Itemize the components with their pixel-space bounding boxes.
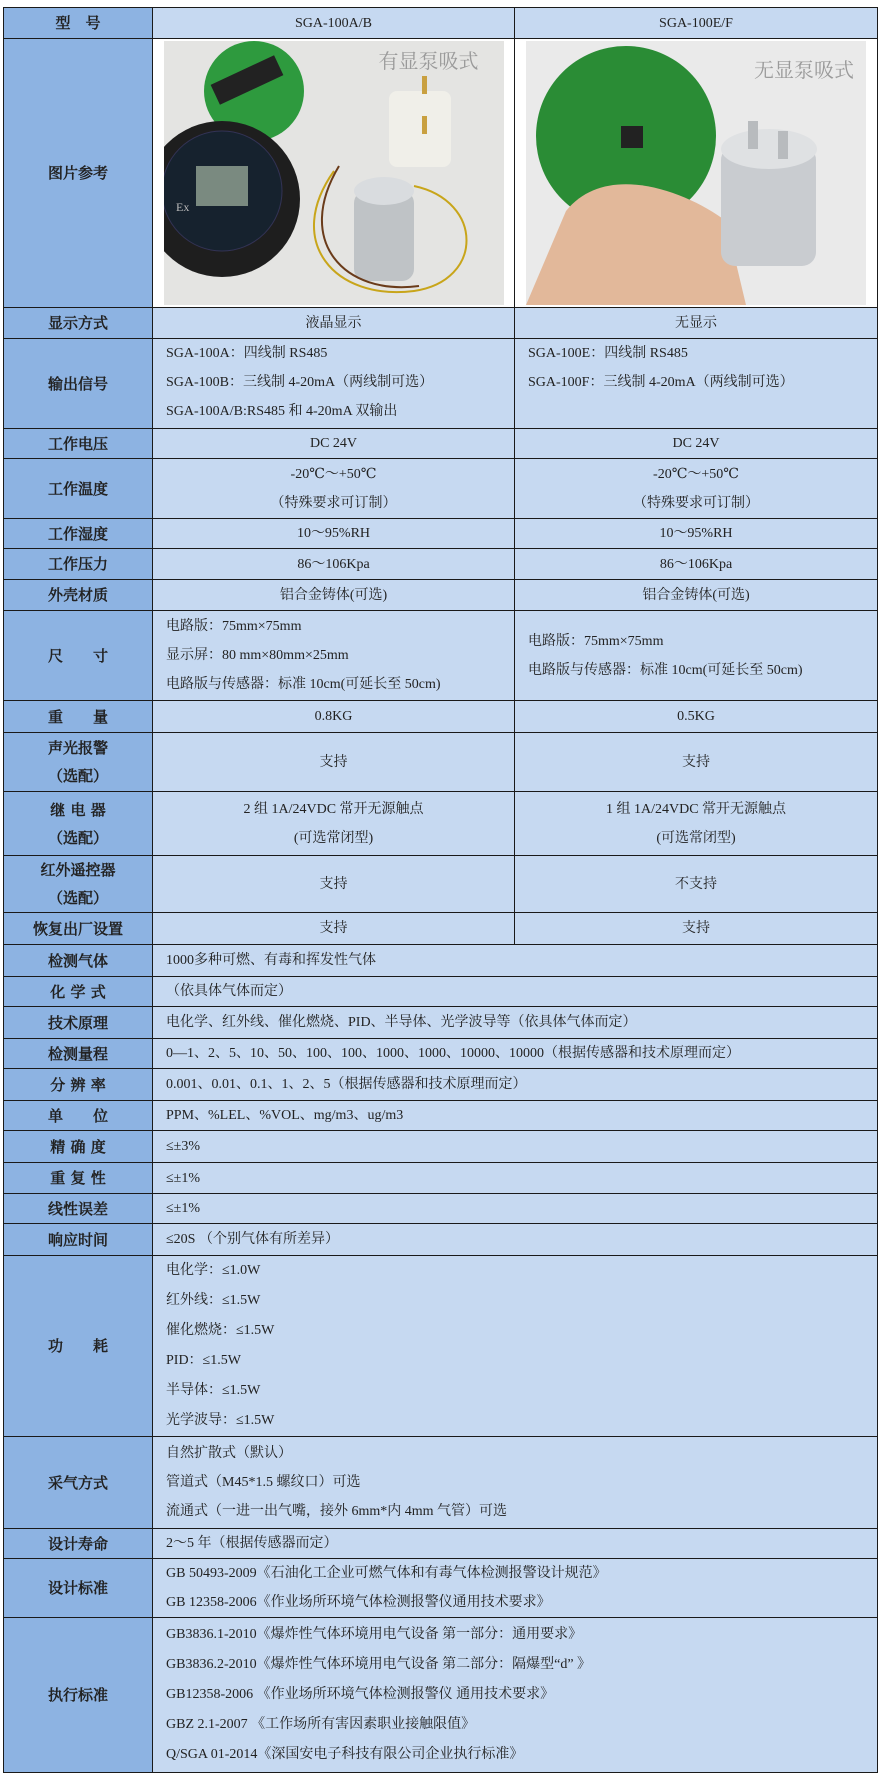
range-value: 0—1、2、5、10、50、100、100、1000、1000、10000、10000（根据传感器和技术原理而定） xyxy=(153,1039,878,1069)
material-a: 铝合金铸体(可选) xyxy=(153,580,515,611)
label-repeatability: 重 复 性 xyxy=(4,1163,153,1194)
pressure-a: 86～106Kpa xyxy=(153,549,515,580)
label-reset: 恢复出厂设置 xyxy=(4,913,153,945)
label-design-std: 设计标准 xyxy=(4,1559,153,1618)
model-a: SGA-100A/B xyxy=(153,8,515,39)
material-e: 铝合金铸体(可选) xyxy=(515,580,878,611)
voltage-e: DC 24V xyxy=(515,429,878,459)
size-e-line: 电路版与传感器：标准 10cm(可延长至 50cm) xyxy=(528,662,803,678)
size-a-line: 显示屏：80 mm×80mm×25mm xyxy=(166,648,349,663)
humidity-e: 10～95%RH xyxy=(515,519,878,549)
label-voltage: 工作电压 xyxy=(4,429,153,459)
relay-e: 1 组 1A/24VDC 常开无源触点 xyxy=(605,801,787,817)
label-photo: 图片参考 xyxy=(4,39,153,308)
life-value: 2～5 年（根据传感器而定） xyxy=(153,1529,878,1559)
label-ir: 红外遥控器 xyxy=(40,861,116,879)
label-sampling: 采气方式 xyxy=(4,1437,153,1529)
size-a-line: 电路版：75mm×75mm xyxy=(166,619,302,634)
exec-std-item: GB12358-2006 《作业场所环境气体检测报警仪 通用技术要求》 xyxy=(166,1687,555,1702)
resolution-value: 0.001、0.01、0.1、1、2、5（根据传感器和技术原理而定） xyxy=(153,1069,878,1101)
sampling-item: 管道式（M45*1.5 螺纹口）可选 xyxy=(166,1475,361,1490)
output-a-line: SGA-100A/B:RS485 和 4-20mA 双输出 xyxy=(166,404,398,419)
power-item: 电化学：≤1.0W xyxy=(166,1263,261,1278)
temp-a-note: （特殊要求可订制） xyxy=(270,495,397,511)
label-display: 显示方式 xyxy=(4,308,153,339)
label-alarm-optional: （选配） xyxy=(47,767,108,785)
label-range: 检测量程 xyxy=(4,1039,153,1069)
label-temperature: 工作温度 xyxy=(4,459,153,519)
ir-e: 不支持 xyxy=(515,856,878,913)
label-exec-std: 执行标准 xyxy=(4,1618,153,1773)
label-linearity: 线性误差 xyxy=(4,1194,153,1224)
repeatability-value: ≤±1% xyxy=(153,1163,878,1194)
relay-a: 2 组 1A/24VDC 常开无源触点 xyxy=(243,801,424,817)
power-item: 催化燃烧：≤1.5W xyxy=(166,1323,275,1338)
label-response: 响应时间 xyxy=(4,1224,153,1256)
label-power: 功 耗 xyxy=(4,1256,153,1437)
label-output: 输出信号 xyxy=(4,339,153,429)
sampling-item: 自然扩散式（默认） xyxy=(166,1446,292,1461)
product-photo-display xyxy=(164,41,504,305)
power-item: 半导体：≤1.5W xyxy=(166,1383,261,1398)
label-weight: 重 量 xyxy=(4,701,153,733)
formula-value: （依具体气体而定） xyxy=(153,977,878,1007)
model-e: SGA-100E/F xyxy=(515,8,878,39)
label-ir-optional: （选配） xyxy=(47,889,108,907)
product-photo-no-display xyxy=(526,41,866,305)
response-value: ≤20S （个别气体有所差异） xyxy=(153,1224,878,1256)
size-a-line: 电路版与传感器：标准 10cm(可延长至 50cm) xyxy=(166,677,441,692)
photo-caption-a: 有显泵吸式 xyxy=(378,49,479,73)
row-model xyxy=(4,8,878,39)
temp-e: -20℃～+50℃ xyxy=(653,466,739,482)
display-e: 无显示 xyxy=(515,308,878,339)
sampling-item: 流通式（一进一出气嘴，接外 6mm*内 4mm 气管）可选 xyxy=(166,1504,508,1519)
photo-caption-e: 无显泵吸式 xyxy=(754,58,854,82)
alarm-e: 支持 xyxy=(515,733,878,792)
output-a-line: SGA-100B：三线制 4-20mA（两线制可选） xyxy=(166,375,434,390)
principle-value: 电化学、红外线、催化燃烧、PID、半导体、光学波导等（依具体气体而定） xyxy=(153,1007,878,1039)
relay-a-note: (可选常闭型) xyxy=(293,830,374,846)
power-item: 红外线：≤1.5W xyxy=(166,1293,261,1308)
linearity-value: ≤±1% xyxy=(153,1194,878,1224)
output-a-line: SGA-100A：四线制 RS485 xyxy=(166,346,328,361)
label-model: 型 号 xyxy=(4,8,153,39)
temp-a: -20℃～+50℃ xyxy=(290,466,377,482)
weight-e: 0.5KG xyxy=(515,701,878,733)
design-std-item: GB 50493-2009《石油化工企业可燃气体和有毒气体检测报警设计规范》 xyxy=(166,1566,607,1581)
ir-a: 支持 xyxy=(153,856,515,913)
reset-a: 支持 xyxy=(153,913,515,945)
reset-e: 支持 xyxy=(515,913,878,945)
accuracy-value: ≤±3% xyxy=(153,1131,878,1163)
temp-e-note: （特殊要求可订制） xyxy=(633,495,759,511)
label-accuracy: 精 确 度 xyxy=(4,1131,153,1163)
label-life: 设计寿命 xyxy=(4,1529,153,1559)
alarm-a: 支持 xyxy=(153,733,515,792)
exec-std-item: Q/SGA 01-2014《深国安电子科技有限公司企业执行标准》 xyxy=(166,1747,524,1762)
exec-std-item: GB3836.1-2010《爆炸性气体环境用电气设备 第一部分：通用要求》 xyxy=(166,1627,583,1642)
label-resolution: 分 辨 率 xyxy=(4,1069,153,1101)
exec-std-item: GBZ 2.1-2007 《工作场所有害因素职业接触限值》 xyxy=(166,1717,476,1732)
power-item: 光学波导：≤1.5W xyxy=(166,1413,275,1428)
label-relay-optional: （选配） xyxy=(47,828,108,847)
spec-table xyxy=(3,7,878,1773)
label-size: 尺 寸 xyxy=(4,611,153,701)
voltage-a: DC 24V xyxy=(153,429,515,459)
pressure-e: 86～106Kpa xyxy=(515,549,878,580)
gas-value: 1000多种可燃、有毒和挥发性气体 xyxy=(153,945,878,977)
label-alarm: 声光报警 xyxy=(47,739,108,757)
weight-a: 0.8KG xyxy=(153,701,515,733)
humidity-a: 10～95%RH xyxy=(153,519,515,549)
label-principle: 技术原理 xyxy=(4,1007,153,1039)
label-relay: 继 电 器 xyxy=(50,800,106,819)
unit-value: PPM、%LEL、%VOL、mg/m3、ug/m3 xyxy=(153,1101,878,1131)
power-item: PID：≤1.5W xyxy=(166,1353,241,1368)
row-photo xyxy=(4,39,878,308)
label-unit: 单 位 xyxy=(4,1101,153,1131)
label-formula: 化 学 式 xyxy=(4,977,153,1007)
size-e-line: 电路版：75mm×75mm xyxy=(528,633,664,649)
output-e-line: SGA-100E：四线制 RS485 xyxy=(528,346,688,361)
design-std-item: GB 12358-2006《作业场所环境气体检测报警仪通用技术要求》 xyxy=(166,1595,551,1610)
label-pressure: 工作压力 xyxy=(4,549,153,580)
product-image-a xyxy=(164,41,504,305)
label-gas: 检测气体 xyxy=(4,945,153,977)
exec-std-item: GB3836.2-2010《爆炸性气体环境用电气设备 第二部分：隔爆型“d” 》 xyxy=(166,1657,592,1672)
output-e-line: SGA-100F：三线制 4-20mA（两线制可选） xyxy=(528,375,794,390)
label-material: 外壳材质 xyxy=(4,580,153,611)
label-humidity: 工作湿度 xyxy=(4,519,153,549)
svg-text:Ex: Ex xyxy=(175,200,189,214)
display-a: 液晶显示 xyxy=(153,308,515,339)
relay-e-note: (可选常闭型) xyxy=(656,830,736,846)
